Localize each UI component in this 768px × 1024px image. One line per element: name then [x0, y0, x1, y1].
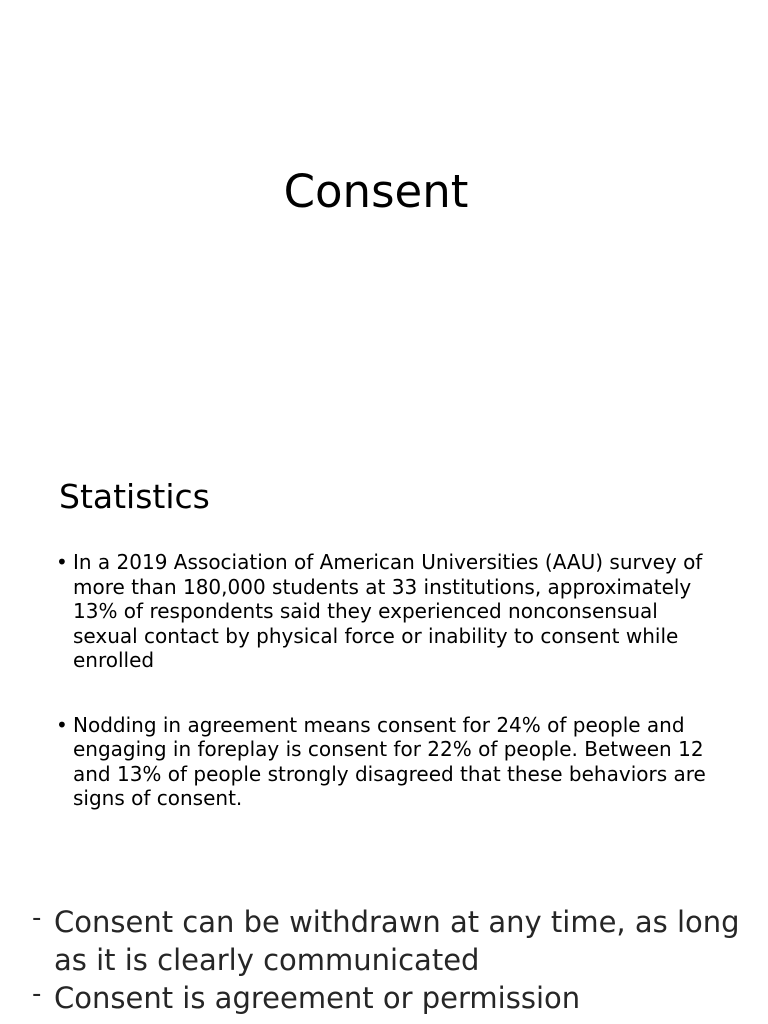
dash-icon: - — [32, 903, 42, 933]
section-heading-statistics: Statistics — [59, 477, 210, 516]
dash-text: Consent is agreement or permission — [54, 981, 581, 1015]
dash-text: Consent can be withdrawn at any time, as long as it is clearly communicated — [54, 905, 740, 977]
consent-facts-list — [32, 903, 752, 1017]
bullet-text: Nodding in agreement means consent for 24% of people and engaging in foreplay is consent for 22% of people. Between 12 and 13% of people strongly disagreed that these behaviors are signs of consent. — [73, 712, 706, 810]
bullet-icon: • — [56, 550, 68, 574]
list-item — [32, 903, 752, 979]
dash-icon: - — [32, 979, 42, 1009]
bullet-text: In a 2019 Association of American Universities (AAU) survey of more than 180,000 students at 33 institutions, approximately 13% of respondents said they experienced nonconsensual sexual contact by physical force or inability to consent while enrolled — [73, 550, 703, 672]
list-item — [32, 979, 752, 1017]
list-item — [56, 550, 726, 673]
list-item — [56, 713, 726, 811]
bullet-icon: • — [56, 712, 68, 737]
statistics-list — [56, 550, 726, 851]
slide-title: Consent — [283, 165, 469, 218]
